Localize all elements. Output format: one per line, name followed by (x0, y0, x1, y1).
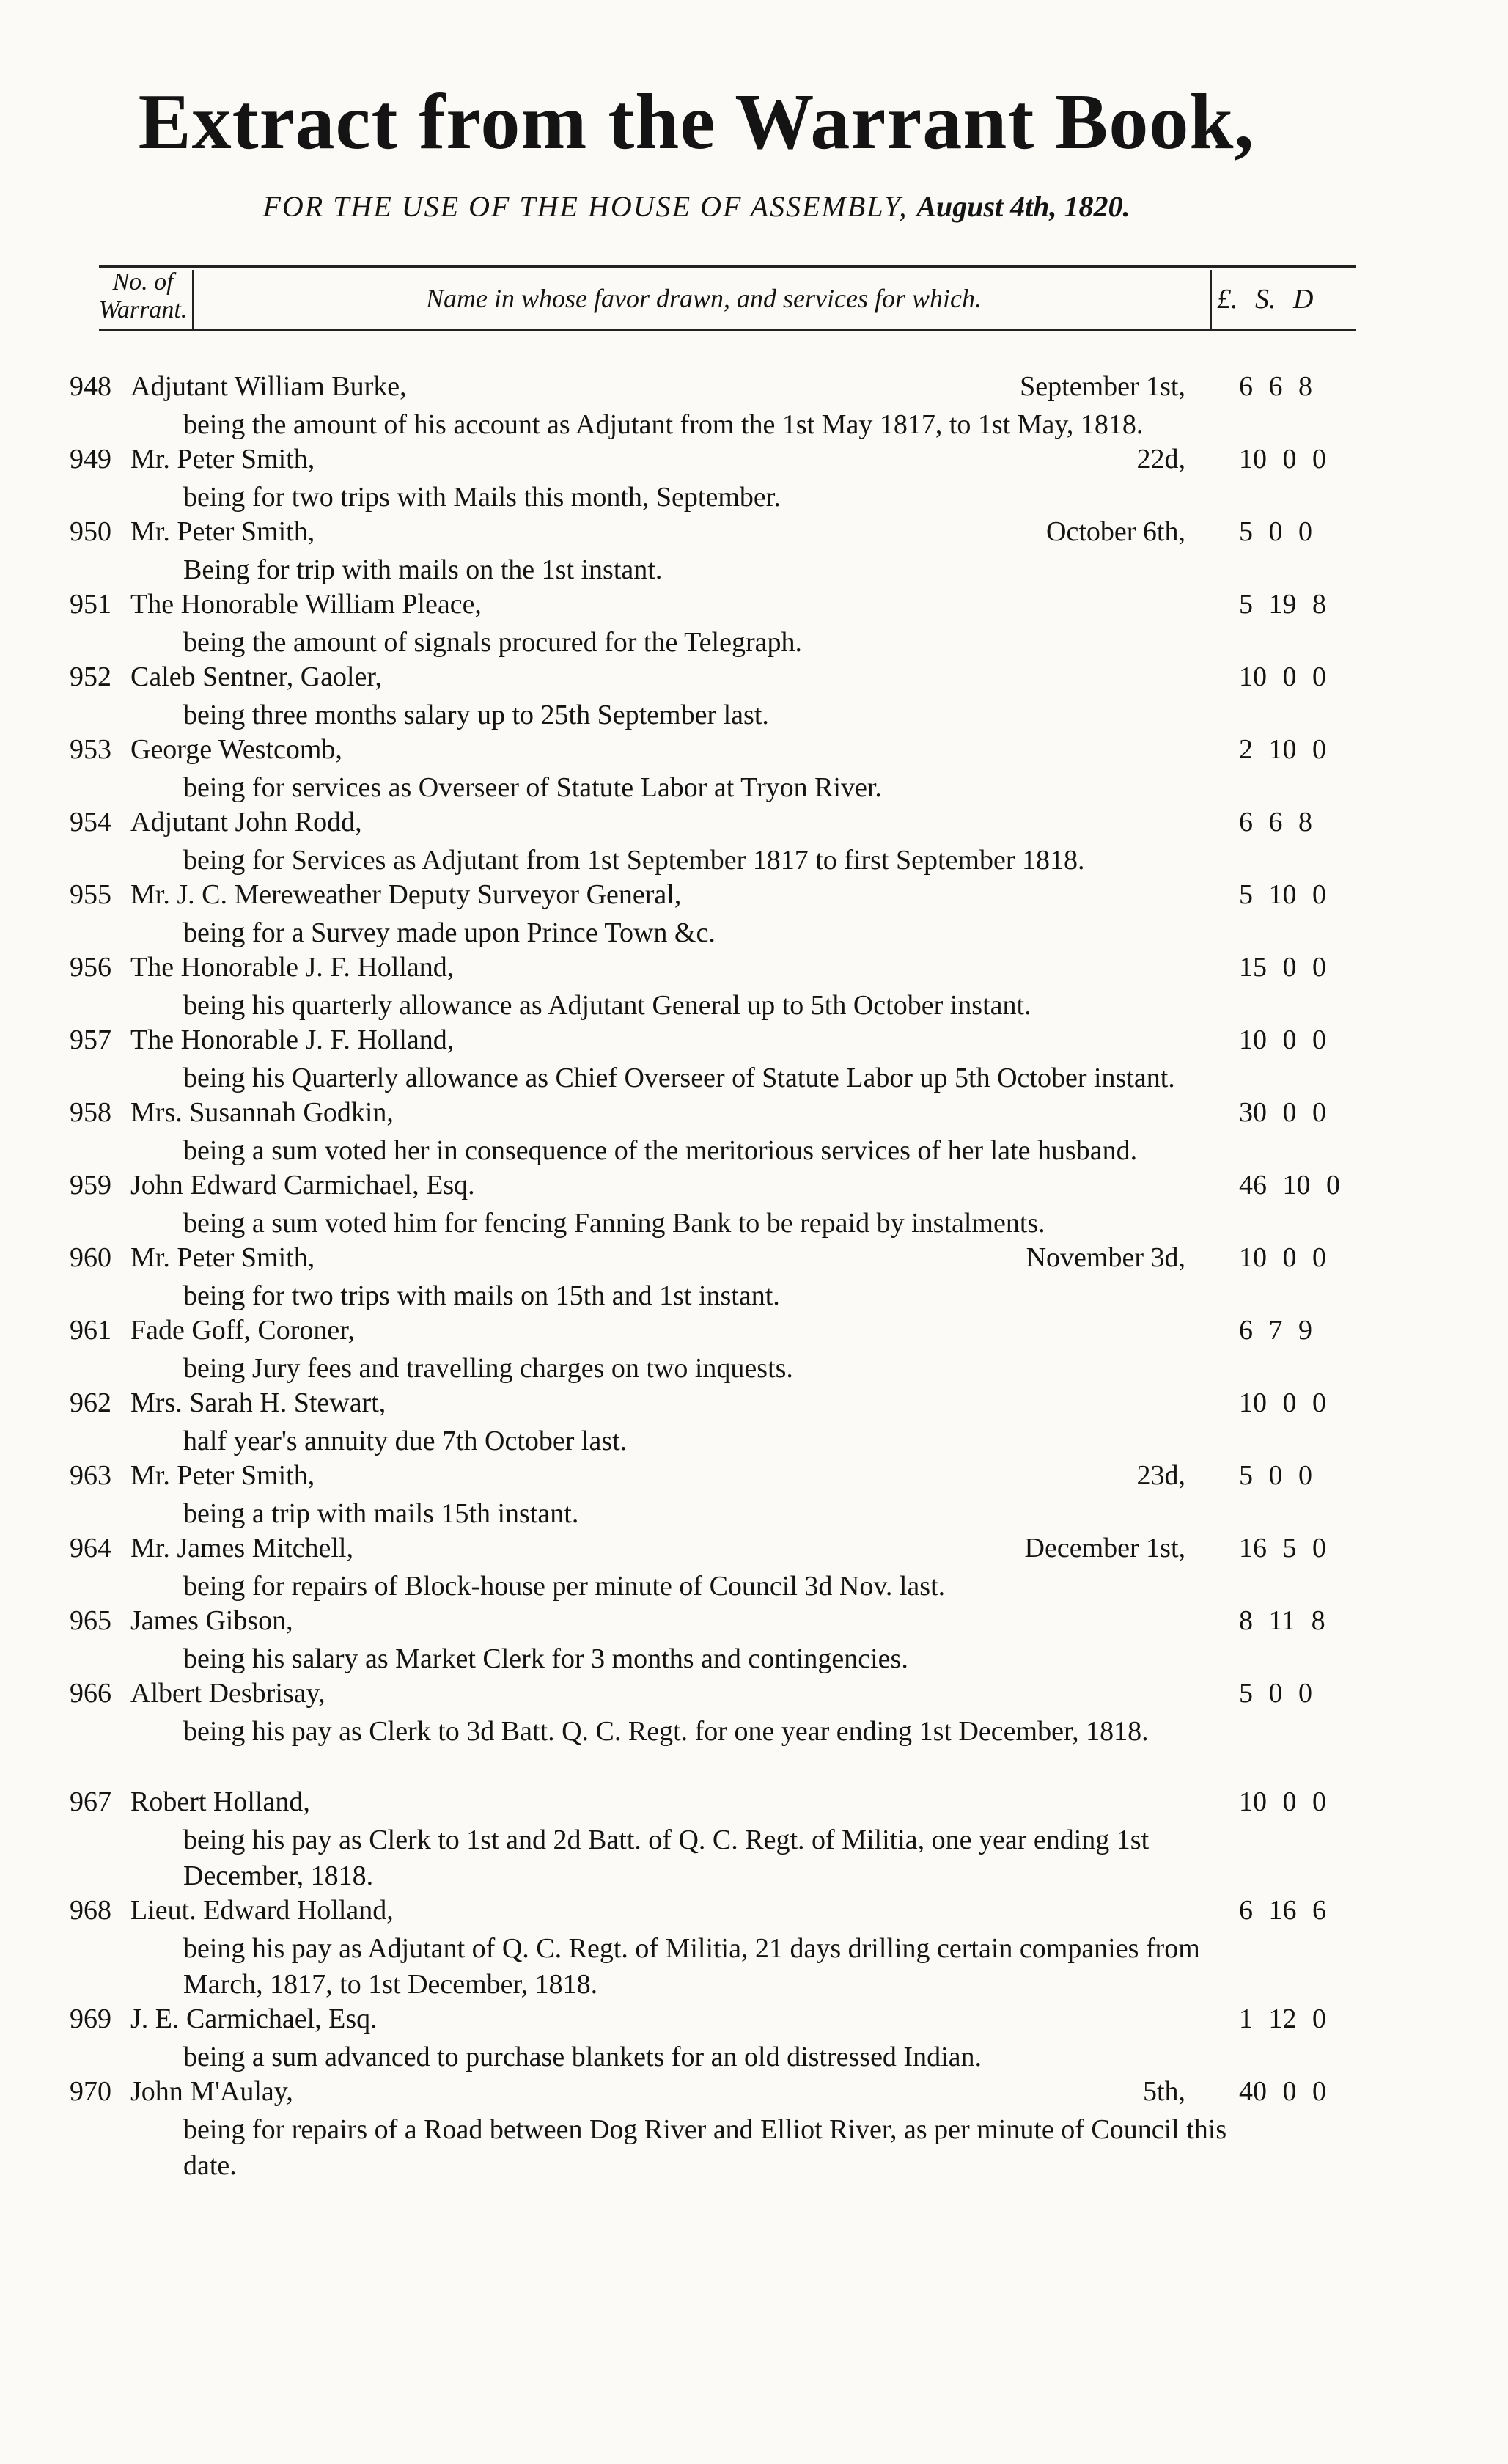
warrant-amount: 6 7 9 (1239, 1315, 1312, 1346)
warrant-amount: 10 0 0 (1239, 661, 1326, 692)
warrant-date: October 6th, (1046, 516, 1185, 547)
service-description: being his pay as Adjutant of Q. C. Regt. of Militia, 21 days drilling certain companies from March, 1817, to 1st December, 1818. (183, 1933, 1200, 2000)
entry-first-line (0, 2003, 1508, 2039)
warrant-amount: 6 16 6 (1239, 1895, 1326, 1926)
warrant-number: 951 (70, 589, 111, 620)
warrant-date: December 1st, (1024, 1533, 1185, 1563)
entry-first-line (0, 951, 1508, 988)
payee-name: The Honorable William Pleace, (130, 589, 482, 620)
service-description: being the amount of signals procured for the Telegraph. (183, 627, 802, 658)
warrant-amount: 5 0 0 (1239, 1678, 1312, 1709)
warrant-amount: 30 0 0 (1239, 1097, 1326, 1128)
payee-name: The Honorable J. F. Holland, (130, 952, 455, 983)
service-description: being a sum voted her in consequence of the meritorious services of her late husband. (183, 1135, 1138, 1166)
column-header-name: Name in whose favor drawn, and services for which. (426, 284, 982, 313)
payee-name: Mr. Peter Smith, (130, 1460, 315, 1491)
payee-name: Adjutant William Burke, (130, 371, 407, 402)
entry-first-line (0, 1894, 1508, 1931)
warrant-entry (0, 2003, 1508, 2075)
entry-first-line (0, 661, 1508, 697)
entry-first-line (0, 733, 1508, 770)
header-rule-top (99, 265, 1356, 268)
warrant-number: 965 (70, 1605, 111, 1636)
payee-name: Mrs. Susannah Godkin, (130, 1097, 394, 1128)
service-description: being for services as Overseer of Statute Labor at Tryon River. (183, 772, 882, 803)
warrant-amount: 6 6 8 (1239, 807, 1312, 837)
column-header-amount: £. S. D (1217, 284, 1314, 315)
warrant-entry (0, 1387, 1508, 1459)
entry-first-line (0, 1314, 1508, 1351)
warrant-entry (0, 516, 1508, 588)
column-header-number: No. of Warrant. (98, 268, 188, 323)
service-description: being the amount of his account as Adjutant from the 1st May 1817, to 1st May, 1818. (183, 409, 1144, 440)
warrant-amount: 16 5 0 (1239, 1533, 1326, 1563)
service-description: being for two trips with mails on 15th and 1st instant. (183, 1280, 780, 1311)
entry-first-line (0, 1677, 1508, 1714)
warrant-number: 969 (70, 2003, 111, 2034)
service-description: being for two trips with Mails this month, September. (183, 482, 781, 513)
entry-first-line (0, 1169, 1508, 1206)
entry-first-line (0, 1459, 1508, 1496)
payee-name: Mr. Peter Smith, (130, 516, 315, 547)
entry-first-line (0, 806, 1508, 843)
warrant-date: September 1st, (1020, 371, 1185, 402)
warrant-number: 968 (70, 1895, 111, 1926)
payee-name: Albert Desbrisay, (130, 1678, 325, 1709)
warrant-amount: 10 0 0 (1239, 1387, 1326, 1418)
warrant-entry (0, 443, 1508, 516)
service-description: being for a Survey made upon Prince Town &c. (183, 917, 716, 948)
entry-first-line (0, 516, 1508, 552)
warrant-number: 961 (70, 1315, 111, 1346)
payee-name: George Westcomb, (130, 734, 342, 765)
warrant-amount: 5 0 0 (1239, 516, 1312, 547)
warrant-entry (0, 1786, 1508, 1894)
service-description: being his pay as Clerk to 3d Batt. Q. C. Regt. for one year ending 1st December, 1818. (183, 1716, 1149, 1747)
service-description: being for repairs of a Road between Dog River and Elliot River, as per minute of Council this date. (183, 2114, 1227, 2181)
service-description: being for repairs of Block-house per minute of Council 3d Nov. last. (183, 1571, 946, 1602)
header-rule-bottom (99, 329, 1356, 331)
warrant-number: 950 (70, 516, 111, 547)
warrant-amount: 10 0 0 (1239, 444, 1326, 474)
warrant-number: 956 (70, 952, 111, 983)
service-description: being Jury fees and travelling charges on two inquests. (183, 1353, 793, 1384)
warrant-number: 948 (70, 371, 111, 402)
service-description: being a trip with mails 15th instant. (183, 1498, 579, 1529)
warrant-entry (0, 1314, 1508, 1387)
warrant-number: 960 (70, 1242, 111, 1273)
warrant-amount: 5 0 0 (1239, 1460, 1312, 1491)
warrant-entry (0, 1459, 1508, 1532)
payee-name: Mrs. Sarah H. Stewart, (130, 1387, 386, 1418)
warrant-number: 962 (70, 1387, 111, 1418)
warrant-number: 970 (70, 2076, 111, 2107)
warrant-amount: 1 12 0 (1239, 2003, 1326, 2034)
payee-name: Adjutant John Rodd, (130, 807, 362, 837)
payee-name: Mr. James Mitchell, (130, 1533, 353, 1563)
warrant-entries (0, 370, 1508, 2184)
entry-first-line (0, 879, 1508, 915)
service-description: being a sum advanced to purchase blankets for an old distressed Indian. (183, 2042, 982, 2072)
warrant-entry (0, 733, 1508, 806)
warrant-entry (0, 370, 1508, 443)
warrant-entry (0, 1532, 1508, 1605)
payee-name: Caleb Sentner, Gaoler, (130, 661, 383, 692)
warrant-amount: 2 10 0 (1239, 734, 1326, 765)
payee-name: Lieut. Edward Holland, (130, 1895, 394, 1926)
subtitle-text: FOR THE USE OF THE HOUSE OF ASSEMBLY, (262, 190, 908, 223)
warrant-number: 958 (70, 1097, 111, 1128)
warrant-number: 963 (70, 1460, 111, 1491)
service-description: being three months salary up to 25th September last. (183, 700, 769, 730)
warrant-number: 952 (70, 661, 111, 692)
warrant-number: 954 (70, 807, 111, 837)
warrant-number: 966 (70, 1678, 111, 1709)
warrant-amount: 15 0 0 (1239, 952, 1326, 983)
warrant-amount: 40 0 0 (1239, 2076, 1326, 2107)
warrant-amount: 10 0 0 (1239, 1242, 1326, 1273)
page-subtitle (44, 189, 1349, 224)
service-description: Being for trip with mails on the 1st instant. (183, 554, 663, 585)
service-description: half year's annuity due 7th October last. (183, 1426, 628, 1456)
header-divider-right (1210, 270, 1212, 330)
warrant-number: 949 (70, 444, 111, 474)
warrant-amount: 6 6 8 (1239, 371, 1312, 402)
service-description: being his pay as Clerk to 1st and 2d Batt. of Q. C. Regt. of Militia, one year ending 1st December, 1818. (183, 1825, 1150, 1891)
warrant-amount: 5 19 8 (1239, 589, 1326, 620)
warrant-entry (0, 2075, 1508, 2184)
warrant-amount: 46 10 0 (1239, 1170, 1340, 1200)
warrant-date: 5th, (1142, 2076, 1185, 2107)
payee-name: Mr. Peter Smith, (130, 1242, 315, 1273)
warrant-number: 967 (70, 1786, 111, 1817)
entry-first-line (0, 1024, 1508, 1060)
service-description: being his quarterly allowance as Adjutant General up to 5th October instant. (183, 990, 1031, 1021)
warrant-date: 23d, (1136, 1460, 1185, 1491)
warrant-number: 953 (70, 734, 111, 765)
warrant-amount: 10 0 0 (1239, 1024, 1326, 1055)
payee-name: Fade Goff, Coroner, (130, 1315, 355, 1346)
warrant-entry (0, 879, 1508, 951)
warrant-amount: 5 10 0 (1239, 879, 1326, 910)
payee-name: Mr. J. C. Mereweather Deputy Surveyor General, (130, 879, 682, 910)
warrant-entry (0, 661, 1508, 733)
payee-name: The Honorable J. F. Holland, (130, 1024, 455, 1055)
warrant-entry (0, 1169, 1508, 1242)
payee-name: Robert Holland, (130, 1786, 310, 1817)
warrant-entry (0, 1677, 1508, 1786)
warrant-entry (0, 1605, 1508, 1677)
payee-name: James Gibson, (130, 1605, 293, 1636)
warrant-entry (0, 806, 1508, 879)
service-description: being his Quarterly allowance as Chief Overseer of Statute Labor up 5th October instant. (183, 1063, 1175, 1093)
payee-name: John Edward Carmichael, Esq. (130, 1170, 475, 1200)
warrant-entry (0, 1024, 1508, 1096)
header-divider-left (192, 270, 194, 330)
warrant-number: 955 (70, 879, 111, 910)
warrant-date: November 3d, (1026, 1242, 1185, 1273)
payee-name: J. E. Carmichael, Esq. (130, 2003, 378, 2034)
warrant-entry (0, 951, 1508, 1024)
entry-first-line (0, 588, 1508, 625)
entry-first-line (0, 1242, 1508, 1278)
entry-first-line (0, 1387, 1508, 1423)
warrant-number: 959 (70, 1170, 111, 1200)
warrant-date: 22d, (1136, 444, 1185, 474)
entry-first-line (0, 1096, 1508, 1133)
entry-first-line (0, 1605, 1508, 1641)
entry-first-line (0, 1532, 1508, 1569)
entry-first-line (0, 2075, 1508, 2112)
payee-name: Mr. Peter Smith, (130, 444, 315, 474)
payee-name: John M'Aulay, (130, 2076, 293, 2107)
service-description: being for Services as Adjutant from 1st September 1817 to first September 1818. (183, 845, 1085, 876)
warrant-number: 957 (70, 1024, 111, 1055)
service-description: being a sum voted him for fencing Fanning Bank to be repaid by instalments. (183, 1208, 1045, 1239)
warrant-entry (0, 588, 1508, 661)
warrant-amount: 10 0 0 (1239, 1786, 1326, 1817)
page-title: Extract from the Warrant Book, (138, 78, 1255, 166)
entry-first-line (0, 370, 1508, 407)
warrant-entry (0, 1894, 1508, 2003)
warrant-number: 964 (70, 1533, 111, 1563)
warrant-amount: 8 11 8 (1239, 1605, 1325, 1636)
warrant-entry (0, 1096, 1508, 1169)
service-description: being his salary as Market Clerk for 3 months and contingencies. (183, 1643, 908, 1674)
entry-first-line (0, 443, 1508, 480)
entry-first-line (0, 1786, 1508, 1822)
warrant-entry (0, 1242, 1508, 1314)
subtitle-date: August 4th, 1820. (916, 190, 1130, 223)
